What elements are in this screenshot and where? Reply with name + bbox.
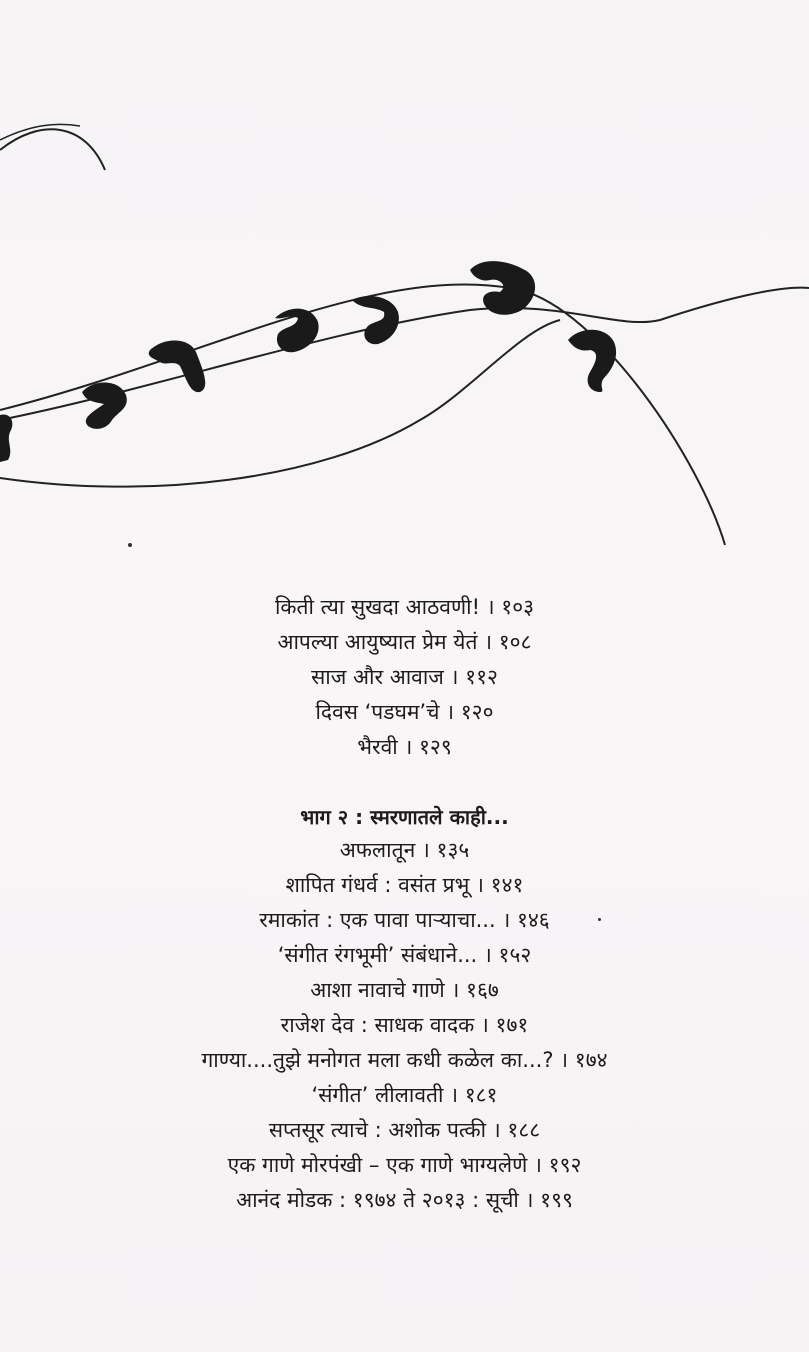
toc-entry: सप्तसूर त्याचे : अशोक पत्की । १८८ bbox=[268, 1118, 541, 1142]
part-2-heading: भाग २ : स्मरणातले काही... bbox=[300, 805, 509, 829]
numeral-glyph-1 bbox=[0, 414, 12, 462]
toc-entry: ‘संगीत रंगभूमी’ संबंधाने... । १५२ bbox=[277, 943, 532, 967]
toc-entry: दिवस ‘पडघम’चे । १२० bbox=[315, 700, 494, 724]
numeral-glyph-2 bbox=[82, 383, 127, 429]
toc-entry: आशा नावाचे गाणे । १६७ bbox=[310, 978, 499, 1002]
toc-entry: रमाकांत : एक पावा पाऱ्याचा... । १४६ bbox=[259, 908, 550, 932]
numeral-glyph-7 bbox=[568, 330, 616, 392]
toc-entry: शापित गंधर्व : वसंत प्रभू । १४१ bbox=[285, 873, 524, 897]
ornament-arc bbox=[0, 129, 105, 170]
toc-entry: आपल्या आयुष्यात प्रेम येतं । १०८ bbox=[277, 630, 532, 654]
decorative-musical-numerals-ornament bbox=[0, 0, 809, 560]
toc-entry: भैरवी । १२९ bbox=[357, 735, 452, 759]
toc-entry: अफलातून । १३५ bbox=[339, 838, 470, 862]
toc-entry: साज और आवाज । ११२ bbox=[311, 665, 498, 689]
numeral-glyph-5 bbox=[352, 296, 399, 344]
ink-speck bbox=[128, 543, 132, 547]
toc-entry: एक गाणे मोरपंखी – एक गाणे भाग्यलेणे । १९२ bbox=[227, 1153, 582, 1177]
toc-entry: राजेश देव : साधक वादक । १७१ bbox=[280, 1013, 529, 1037]
toc-entry: किती त्या सुखदा आठवणी! । १०३ bbox=[274, 595, 535, 619]
toc-entry: ‘संगीत’ लीलावती । १८१ bbox=[311, 1083, 498, 1107]
toc-entry: आनंद मोडक : १९७४ ते २०१३ : सूची । १९९ bbox=[236, 1188, 573, 1212]
toc-entry: गाण्या....तुझे मनोगत मला कधी कळेल का...? । १७४ bbox=[201, 1048, 608, 1072]
numeral-glyph-4 bbox=[275, 309, 319, 353]
